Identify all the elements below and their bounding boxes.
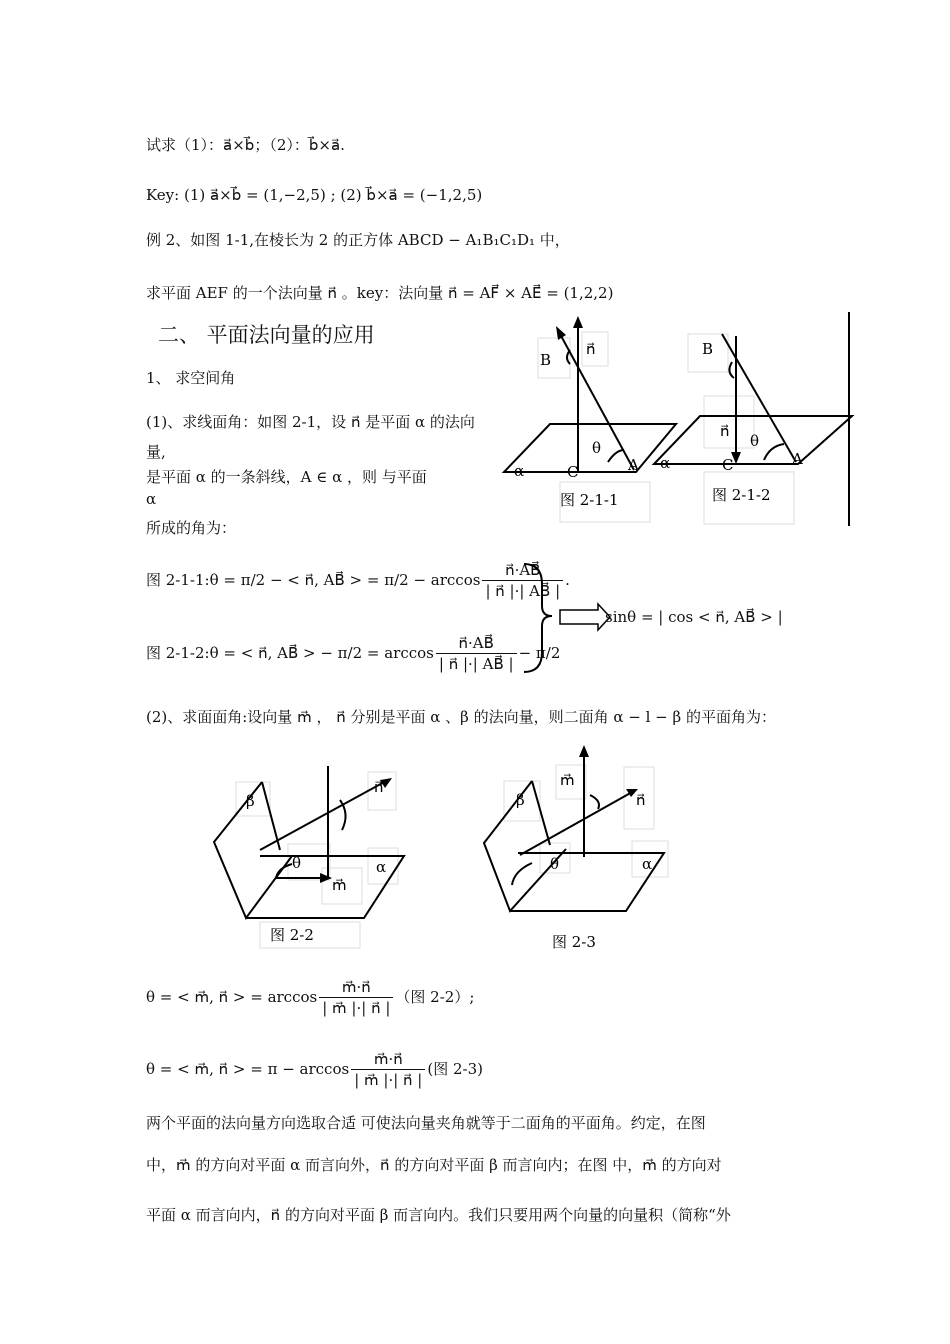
line-plane-angle-text: (1)、求线面角：如图 2-1，设 n⃗ 是平面 α 的法向	[146, 413, 475, 431]
figure-2-1-2	[652, 312, 852, 528]
line-plane-angle-text-3: 是平面 α 的一条斜线，A ∈ α ，则 与平面	[146, 468, 427, 486]
formula-fraction	[436, 633, 517, 674]
figure-2-3	[480, 745, 680, 955]
normal-m-label: m⃗	[332, 876, 347, 894]
exercise-line: 试求（1）：a⃗×b⃗；（2）：b⃗×a⃗.	[146, 136, 345, 154]
fraction-numerator: m⃗·n⃗	[351, 1049, 425, 1070]
figure-caption: 图 2-3	[552, 933, 596, 951]
plane-beta-label: β	[516, 791, 525, 809]
key-answer-line: Key: (1) a⃗×b⃗ = (1,−2,5) ; (2) b⃗×a⃗ = (−1,2,5)	[146, 186, 483, 204]
theta-label: θ	[750, 432, 760, 450]
formula-tail: (图 2-3)	[427, 1060, 484, 1078]
line-plane-angle-text-5: 所成的角为：	[146, 519, 237, 537]
formula-2-3	[146, 1042, 483, 1096]
plane-alpha-label: α	[660, 454, 671, 472]
fraction-denominator: | n⃗ |·| AB⃗ |	[485, 581, 561, 600]
plane-plane-angle-text: (2)、求面面角:设向量 m⃗ ， n⃗ 分别是平面 α 、β 的法向量，则二面角 α − l − β 的平面角为：	[146, 708, 776, 726]
brace-arrow-graphic	[520, 562, 610, 674]
figure-2-2	[210, 760, 420, 950]
plane-alpha-label: α	[514, 462, 525, 480]
fraction-numerator: n⃗·AB⃗	[482, 560, 563, 581]
normal-n-label: n⃗	[636, 791, 646, 809]
paragraph-line-1: 两个平面的法向量方向选取合适 可使法向量夹角就等于二面角的平面角。约定，在图	[146, 1114, 706, 1132]
fraction-numerator: n⃗·AB⃗	[436, 633, 517, 654]
normal-m-label: m⃗	[560, 771, 575, 789]
formula-2-1-2	[146, 628, 560, 678]
line-plane-angle-text-2: 量,	[146, 443, 166, 461]
point-a-label: A	[628, 456, 639, 474]
normal-n-label: n⃗	[586, 340, 596, 358]
plane-beta-label: β	[246, 792, 255, 810]
formula-2-1-1: 图 2-1-1: θ = π/2 − < n⃗, AB⃗ > = π/2 − arccos $\frac{n⃗\cdot AB⃗}{| n⃗ |\cdot| AB⃗ |}$ .	[146, 560, 570, 600]
formula-label: 图 2-1-1:	[146, 571, 210, 589]
formula-fraction	[319, 977, 393, 1018]
formula-2-2	[146, 970, 474, 1024]
fraction-numerator: m⃗·n⃗	[319, 977, 393, 998]
theta-label: θ	[550, 855, 560, 873]
figure-caption: 图 2-1-1	[560, 491, 619, 509]
fraction-denominator: | m⃗ |·| n⃗ |	[354, 1070, 423, 1089]
formula-expression: θ = < n⃗, AB⃗ > − π/2 = arccos	[209, 644, 434, 662]
sin-result-formula: sinθ = | cos < n⃗, AB⃗ > |	[605, 608, 783, 626]
point-b-label: B	[540, 351, 552, 369]
fraction-denominator: | m⃗ |·| n⃗ |	[322, 998, 391, 1017]
section-title: 二、 平面法向量的应用	[158, 323, 375, 347]
normal-n-label: n⃗	[374, 778, 384, 796]
plane-alpha-label: α	[642, 855, 653, 873]
point-c-label: C	[722, 456, 734, 474]
formula-tail: − π/2	[518, 644, 561, 662]
formula-label: 图 2-1-2:	[146, 644, 210, 662]
point-a-label: A	[792, 450, 803, 468]
figure-caption: 图 2-1-2	[712, 486, 771, 504]
paragraph-line-3: 平面 α 而言向内，n⃗ 的方向对平面 β 而言向内。我们只要用两个向量的向量积（简称“外	[146, 1206, 731, 1224]
plane-alpha-label: α	[376, 858, 387, 876]
formula-expression: θ = < m⃗, n⃗ > = arccos	[146, 988, 318, 1006]
theta-label: θ	[592, 439, 602, 457]
subsection-title: 1、 求空间角	[146, 369, 236, 387]
formula-expression: θ = < m⃗, n⃗ > = π − arccos	[146, 1060, 350, 1078]
example-2-line: 例 2、如图 1-1,在棱长为 2 的正方体 ABCD − A₁B₁C₁D₁ 中，	[146, 231, 570, 249]
normal-n-label: n⃗	[720, 422, 730, 440]
formula-fraction	[351, 1049, 425, 1090]
theta-label: θ	[292, 854, 302, 872]
point-c-label: C	[567, 463, 579, 481]
figure-caption: 图 2-2	[270, 926, 314, 944]
example-2-key-line: 求平面 AEF 的一个法向量 n⃗ 。key：法向量 n⃗ = AF⃗ × AE⃗ = (1,2,2)	[146, 284, 614, 302]
fraction-denominator: | n⃗ |·| AB⃗ |	[438, 654, 514, 673]
point-b-label: B	[702, 340, 714, 358]
formula-expression: θ = π/2 − < n⃗, AB⃗ > = π/2 − arccos	[209, 571, 481, 589]
line-plane-angle-text-4: α	[146, 490, 157, 508]
formula-tail: （图 2-2）;	[395, 988, 475, 1006]
paragraph-line-2: 中，m⃗ 的方向对平面 α 而言向外，n⃗ 的方向对平面 β 而言向内；在图 中，m⃗ 的方向对	[146, 1156, 722, 1174]
